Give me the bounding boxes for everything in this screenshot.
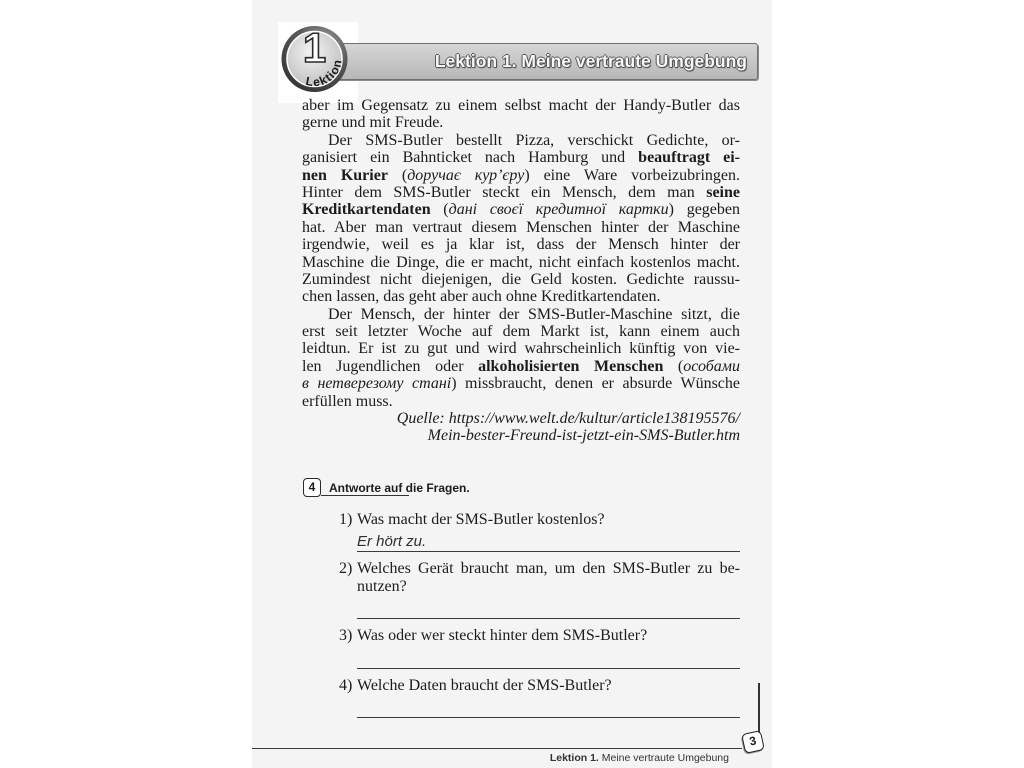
text-run: ) missbraucht, denen er absurde Wünsche [451,375,741,393]
text-line [302,184,740,201]
text-line [302,288,740,305]
translation: доручає кур’єру [407,166,525,184]
question-body [357,511,740,552]
article-body [302,97,740,445]
question-text [357,677,740,694]
question-line: nutzen? [357,577,407,595]
answer-line [357,645,740,669]
text-run: ) eine Ware vorbeizubringen. [524,166,741,184]
margin-rule [758,683,760,735]
text-run: hat. Aber man vertraut diesem Menschen hinter der Maschine [302,218,740,236]
question-text [357,627,740,644]
text-run: Der Mensch, der hinter der SMS-Butler-Maschine sitzt, die [328,305,740,323]
answer-line [357,528,740,552]
lesson-title-bar [330,43,758,80]
article-paragraphs [302,97,740,410]
translation: особами [683,357,740,375]
text-run: erfüllen muss. [302,392,393,410]
bold-term: seine [706,183,740,201]
answer-line [357,694,740,718]
text-run: Hinter dem SMS-Butler steckt ein Mensch, dem man [302,183,707,201]
question-body [357,560,740,619]
question-body [357,677,740,718]
text-run: erst seit letzter Woche auf dem Markt ist, kann einem auch [302,323,740,341]
text-line [302,393,740,410]
bold-term: alkoholisierten Menschen [478,357,664,375]
text-line [302,114,740,131]
bold-term: Kreditkartendaten [302,201,431,219]
paragraph [302,132,740,306]
badge-label: Lektion [304,57,345,90]
question-item [339,677,740,718]
question-item [339,511,740,552]
footer-lesson-label: Lektion 1. [549,752,599,764]
lesson-badge [278,22,358,102]
text-run: irgendwie, weil es ja klar ist, dass der Mensch hinter der [302,236,740,254]
text-run: gerne und mit Freude. [302,114,444,132]
question-body [357,627,740,668]
source-line: Quelle: https://www.welt.de/kultur/article138195576/ [396,410,740,428]
badge-number: 1 [302,24,327,71]
text-line [302,132,740,149]
question-text [357,560,740,595]
question-number: 4) [339,676,353,694]
question-list [339,511,740,726]
question-item [339,560,740,619]
text-line [302,375,740,392]
document-page [252,0,772,768]
translation: в нетверезому стані [302,375,452,393]
text-run: ( [430,201,449,219]
question-number: 3) [339,627,353,645]
translation: дані своєї кредитної картки [448,201,669,219]
text-run: ganisiert ein Bahnticket nach Hamburg und [302,149,639,167]
running-footer [550,752,729,764]
text-line [302,306,740,323]
text-line [302,236,740,253]
text-line [302,167,740,184]
text-run: leidtun. Er ist zu gut und wird wahrscheinlich künftig von vie- [302,340,740,358]
source-citation [302,410,740,445]
text-line [302,149,740,166]
text-run: Maschine die Dinge, die er macht, nicht einfach kostenlos macht. [302,253,740,271]
lesson-title: Lektion 1. Meine vertraute Umgebung [434,51,747,71]
footer-lesson-title: Meine vertraute Umgebung [601,752,729,764]
text-line [302,323,740,340]
text-run: Zumindest nicht diejenigen, die Geld kosten. Gedichte raussu- [302,270,740,288]
question-line: Welches Gerät braucht man, um den SMS-Butler zu be- [357,560,740,578]
text-run: Der SMS-Butler bestellt Pizza, verschickt Gedichte, or- [328,131,740,149]
text-run: ( [387,166,408,184]
text-line [302,97,740,114]
exercise-instruction: Antworte auf die Fragen. [329,481,470,495]
text-line [302,340,740,357]
handwritten-answer: Er hört zu. [357,533,427,551]
exercise-number: 4 [303,478,321,497]
footer-rule [252,748,742,749]
question-line: Was oder wer steckt hinter dem SMS-Butler? [357,627,648,645]
source-line: Mein-bester-Freund-ist-jetzt-ein-SMS-Butler.htm [427,427,740,445]
question-line: Welche Daten braucht der SMS-Butler? [357,676,612,694]
text-line [302,219,740,236]
question-line: Was macht der SMS-Butler kostenlos? [357,511,605,528]
text-line [302,271,740,288]
question-text [357,511,740,528]
text-run: ) gegeben [668,201,741,219]
text-run: aber im Gegensatz zu einem selbst macht der Handy-Butler das [302,97,740,114]
question-number: 2) [339,560,353,578]
text-line [302,254,740,271]
paragraph [302,306,740,410]
paragraph [302,97,740,132]
text-run: ( [663,357,684,375]
text-run: chen lassen, das geht aber auch ohne Kreditkartendaten. [302,288,661,306]
page-number: 3 [741,730,765,754]
text-line [302,201,740,218]
question-item [339,627,740,668]
text-line [302,358,740,375]
bold-term: nen Kurier [302,166,388,184]
answer-line [357,595,740,619]
question-number: 1) [339,511,353,528]
bold-term: beauftragt ei- [638,149,741,167]
text-run: len Jugendlichen oder [302,357,479,375]
